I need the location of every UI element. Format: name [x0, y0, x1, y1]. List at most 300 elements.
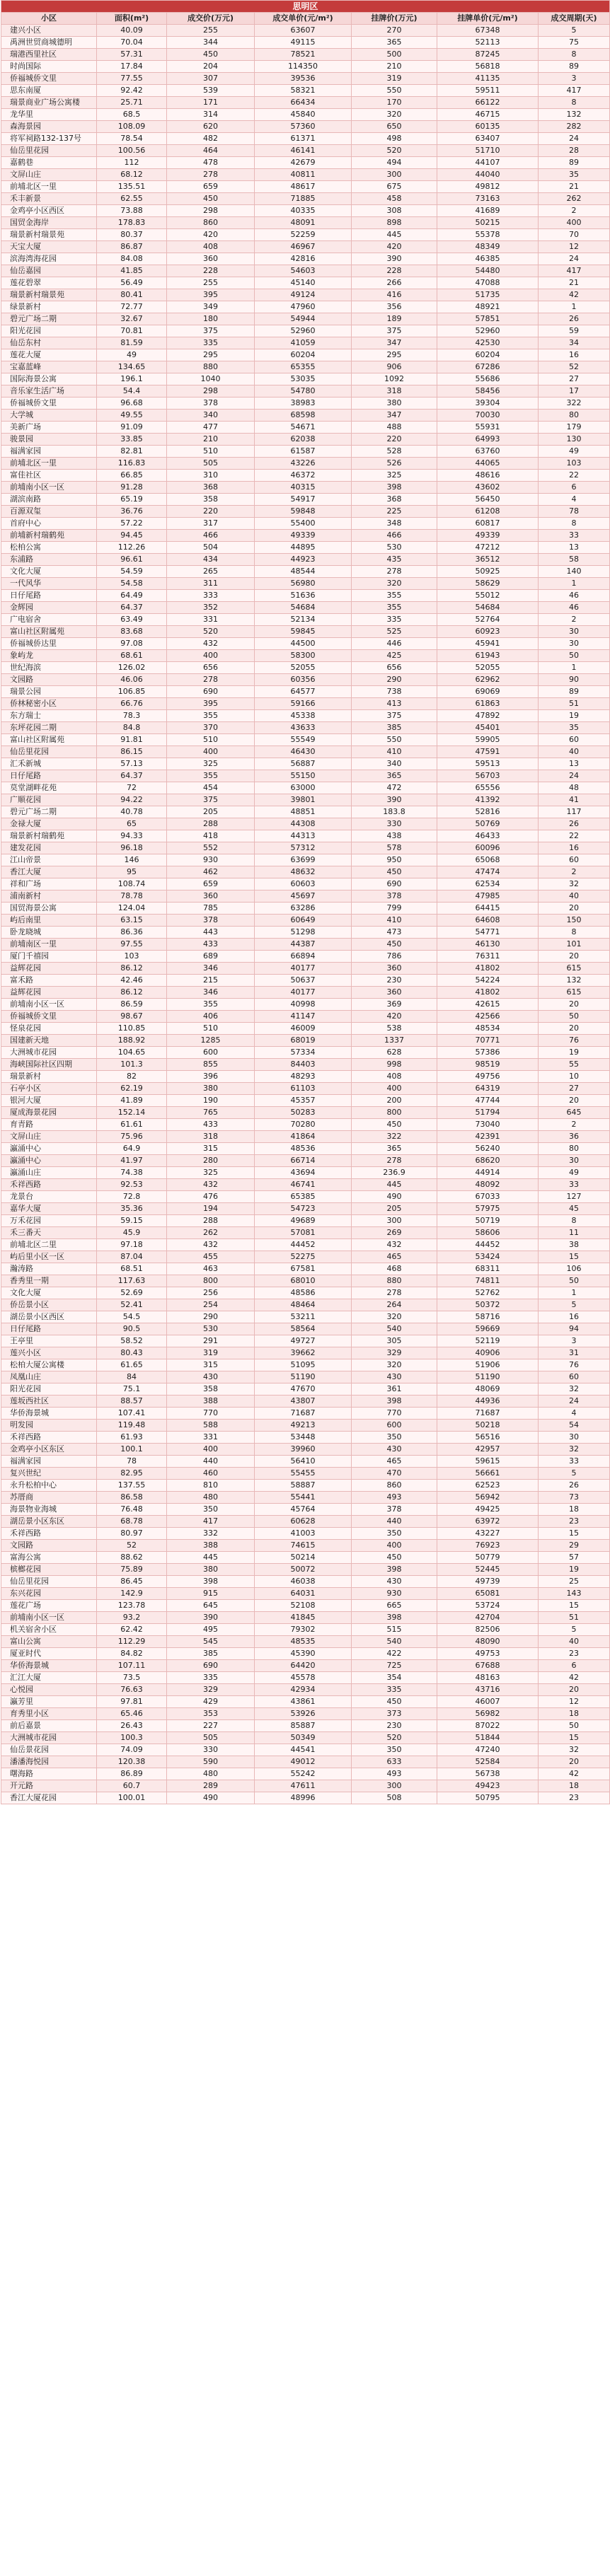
cell-deal-cycle: 1	[539, 1287, 610, 1299]
cell-community: 瑞景新村瑞景苑	[1, 289, 97, 301]
cell-list-unit-price: 58716	[437, 1311, 539, 1323]
cell-list-unit-price: 44107	[437, 157, 539, 169]
cell-area: 61.65	[97, 1359, 167, 1371]
table-row	[1, 373, 610, 385]
cell-area: 49	[97, 349, 167, 361]
cell-deal-cycle: 5	[539, 1624, 610, 1636]
cell-area: 96.68	[97, 398, 167, 410]
cell-deal-unit-price: 40811	[255, 169, 352, 181]
cell-area: 124.04	[97, 903, 167, 915]
cell-community: 龙景台	[1, 1191, 97, 1203]
cell-list-price: 525	[352, 626, 437, 638]
cell-list-unit-price: 44936	[437, 1396, 539, 1408]
cell-community: 卧龙晓城	[1, 927, 97, 939]
cell-list-unit-price: 61208	[437, 506, 539, 518]
cell-list-unit-price: 50372	[437, 1299, 539, 1311]
cell-area: 94.33	[97, 830, 167, 842]
cell-community: 禾祥西路	[1, 1528, 97, 1540]
table-row	[1, 1480, 610, 1492]
cell-list-price: 390	[352, 794, 437, 806]
cell-area: 52	[97, 1540, 167, 1552]
cell-list-unit-price: 42704	[437, 1612, 539, 1624]
cell-deal-cycle: 23	[539, 1648, 610, 1660]
cell-deal-unit-price: 55150	[255, 770, 352, 782]
cell-list-unit-price: 52960	[437, 325, 539, 337]
cell-list-price: 425	[352, 650, 437, 662]
cell-community: 建兴小区	[1, 25, 97, 37]
cell-area: 75.96	[97, 1131, 167, 1143]
cell-deal-price: 645	[167, 1600, 255, 1612]
table-row	[1, 434, 610, 446]
table-row	[1, 337, 610, 349]
cell-deal-price: 344	[167, 37, 255, 49]
cell-deal-cycle: 24	[539, 253, 610, 265]
cell-deal-cycle: 8	[539, 927, 610, 939]
cell-deal-cycle: 23	[539, 1516, 610, 1528]
cell-area: 97.18	[97, 1239, 167, 1251]
cell-list-unit-price: 60096	[437, 842, 539, 854]
cell-area: 46.06	[97, 674, 167, 686]
cell-area: 66.85	[97, 470, 167, 482]
cell-deal-cycle: 19	[539, 710, 610, 722]
cell-deal-unit-price: 54917	[255, 494, 352, 506]
cell-deal-unit-price: 70280	[255, 1119, 352, 1131]
cell-area: 59.15	[97, 1215, 167, 1227]
cell-area: 108.09	[97, 121, 167, 133]
cell-deal-price: 690	[167, 1660, 255, 1672]
cell-list-unit-price: 64319	[437, 1083, 539, 1095]
cell-community: 建发花园	[1, 842, 97, 854]
cell-list-unit-price: 54224	[437, 975, 539, 987]
cell-community: 象屿龙	[1, 650, 97, 662]
table-row	[1, 241, 610, 253]
cell-area: 72.8	[97, 1191, 167, 1203]
cell-deal-price: 346	[167, 987, 255, 999]
table-row	[1, 1672, 610, 1684]
cell-deal-price: 462	[167, 866, 255, 878]
cell-area: 65.19	[97, 494, 167, 506]
table-row	[1, 1335, 610, 1347]
cell-deal-price: 930	[167, 854, 255, 866]
cell-list-price: 373	[352, 1708, 437, 1720]
cell-list-unit-price: 60135	[437, 121, 539, 133]
cell-list-price: 440	[352, 1516, 437, 1528]
cell-deal-price: 915	[167, 1588, 255, 1600]
cell-area: 100.1	[97, 1444, 167, 1456]
cell-list-price: 347	[352, 337, 437, 349]
cell-area: 88.57	[97, 1396, 167, 1408]
cell-deal-price: 355	[167, 770, 255, 782]
cell-deal-price: 432	[167, 1239, 255, 1251]
cell-list-unit-price: 47240	[437, 1744, 539, 1756]
cell-deal-cycle: 12	[539, 241, 610, 253]
cell-area: 75.89	[97, 1564, 167, 1576]
cell-deal-price: 335	[167, 1672, 255, 1684]
table-row	[1, 830, 610, 842]
cell-deal-unit-price: 45140	[255, 277, 352, 289]
cell-list-price: 230	[352, 975, 437, 987]
cell-deal-price: 510	[167, 1023, 255, 1035]
cell-deal-unit-price: 41147	[255, 1011, 352, 1023]
cell-list-unit-price: 42615	[437, 999, 539, 1011]
cell-deal-unit-price: 60603	[255, 878, 352, 890]
table-row	[1, 518, 610, 530]
cell-deal-price: 464	[167, 145, 255, 157]
table-row	[1, 446, 610, 458]
cell-deal-price: 360	[167, 890, 255, 903]
cell-deal-price: 510	[167, 446, 255, 458]
cell-list-unit-price: 73040	[437, 1119, 539, 1131]
table-row	[1, 1624, 610, 1636]
cell-deal-unit-price: 58887	[255, 1480, 352, 1492]
cell-deal-price: 355	[167, 710, 255, 722]
cell-area: 68.12	[97, 169, 167, 181]
cell-list-price: 675	[352, 181, 437, 193]
cell-area: 78	[97, 1456, 167, 1468]
cell-deal-price: 433	[167, 1119, 255, 1131]
table-row	[1, 794, 610, 806]
cell-deal-price: 418	[167, 830, 255, 842]
cell-area: 120.38	[97, 1756, 167, 1768]
cell-list-price: 530	[352, 542, 437, 554]
cell-area: 62.19	[97, 1083, 167, 1095]
cell-community: 日仔尾路	[1, 770, 97, 782]
cell-list-unit-price: 59511	[437, 85, 539, 97]
table-row	[1, 915, 610, 927]
cell-list-price: 189	[352, 313, 437, 325]
cell-deal-price: 307	[167, 73, 255, 85]
cell-list-price: 365	[352, 37, 437, 49]
cell-deal-unit-price: 40335	[255, 205, 352, 217]
cell-deal-unit-price: 52275	[255, 1251, 352, 1263]
cell-deal-cycle: 51	[539, 1612, 610, 1624]
table-row	[1, 854, 610, 866]
cell-list-unit-price: 76311	[437, 951, 539, 963]
cell-deal-price: 314	[167, 109, 255, 121]
cell-list-unit-price: 65556	[437, 782, 539, 794]
cell-deal-price: 659	[167, 181, 255, 193]
cell-deal-price: 406	[167, 1011, 255, 1023]
table-row	[1, 987, 610, 999]
cell-deal-price: 255	[167, 25, 255, 37]
cell-list-price: 322	[352, 1131, 437, 1143]
table-row	[1, 277, 610, 289]
cell-deal-price: 311	[167, 578, 255, 590]
cell-deal-unit-price: 47960	[255, 301, 352, 313]
cell-community: 国贸金海岸	[1, 217, 97, 229]
cell-community: 祥和广场	[1, 878, 97, 890]
cell-deal-unit-price: 66894	[255, 951, 352, 963]
cell-area: 87.04	[97, 1251, 167, 1263]
cell-community: 屿后南里	[1, 915, 97, 927]
cell-community: 富山社区附属苑	[1, 626, 97, 638]
cell-deal-unit-price: 41845	[255, 1612, 352, 1624]
cell-deal-unit-price: 78521	[255, 49, 352, 61]
table-row	[1, 554, 610, 566]
cell-deal-cycle: 127	[539, 1191, 610, 1203]
cell-deal-price: 495	[167, 1624, 255, 1636]
cell-deal-price: 433	[167, 939, 255, 951]
cell-list-price: 355	[352, 602, 437, 614]
cell-area: 68.5	[97, 109, 167, 121]
cell-deal-cycle: 58	[539, 554, 610, 566]
table-row	[1, 1396, 610, 1408]
table-row	[1, 145, 610, 157]
cell-list-price: 266	[352, 277, 437, 289]
cell-list-unit-price: 87245	[437, 49, 539, 61]
cell-deal-unit-price: 49124	[255, 289, 352, 301]
cell-community: 一代风华	[1, 578, 97, 590]
cell-deal-cycle: 24	[539, 770, 610, 782]
cell-deal-unit-price: 48586	[255, 1287, 352, 1299]
cell-deal-unit-price: 61371	[255, 133, 352, 145]
table-row	[1, 542, 610, 554]
cell-deal-cycle: 27	[539, 373, 610, 385]
cell-community: 国贸海景公寓	[1, 903, 97, 915]
table-row	[1, 1227, 610, 1239]
cell-area: 17.84	[97, 61, 167, 73]
cell-list-unit-price: 47474	[437, 866, 539, 878]
cell-deal-price: 539	[167, 85, 255, 97]
cell-deal-unit-price: 64031	[255, 1588, 352, 1600]
cell-deal-unit-price: 60649	[255, 915, 352, 927]
cell-deal-price: 310	[167, 470, 255, 482]
cell-deal-unit-price: 41059	[255, 337, 352, 349]
cell-deal-price: 588	[167, 1420, 255, 1432]
cell-deal-unit-price: 43633	[255, 722, 352, 734]
cell-deal-unit-price: 41003	[255, 1528, 352, 1540]
cell-list-price: 450	[352, 1552, 437, 1564]
cell-area: 196.1	[97, 373, 167, 385]
cell-deal-cycle: 76	[539, 1035, 610, 1047]
cell-deal-price: 390	[167, 1612, 255, 1624]
cell-deal-cycle: 150	[539, 915, 610, 927]
cell-deal-cycle: 25	[539, 1576, 610, 1588]
cell-community: 香秀里一期	[1, 1275, 97, 1287]
cell-list-price: 656	[352, 662, 437, 674]
cell-deal-cycle: 32	[539, 878, 610, 890]
cell-list-unit-price: 55378	[437, 229, 539, 241]
cell-deal-cycle: 78	[539, 506, 610, 518]
cell-deal-price: 330	[167, 1744, 255, 1756]
cell-deal-price: 380	[167, 1083, 255, 1095]
cell-community: 禾三番天	[1, 1227, 97, 1239]
cell-list-unit-price: 49753	[437, 1648, 539, 1660]
cell-community: 侨福城侨文里	[1, 73, 97, 85]
cell-deal-cycle: 54	[539, 1420, 610, 1432]
table-row	[1, 1780, 610, 1792]
cell-area: 82.81	[97, 446, 167, 458]
cell-area: 112.26	[97, 542, 167, 554]
cell-list-price: 450	[352, 866, 437, 878]
table-row	[1, 1564, 610, 1576]
cell-community: 仙岳嘉园	[1, 265, 97, 277]
cell-deal-unit-price: 45357	[255, 1095, 352, 1107]
cell-area: 104.65	[97, 1047, 167, 1059]
cell-deal-unit-price: 42934	[255, 1684, 352, 1696]
table-row	[1, 662, 610, 674]
cell-list-price: 378	[352, 1504, 437, 1516]
table-row	[1, 722, 610, 734]
cell-community: 育青路	[1, 1119, 97, 1131]
cell-area: 65.46	[97, 1708, 167, 1720]
cell-area: 86.36	[97, 927, 167, 939]
cell-list-unit-price: 48163	[437, 1672, 539, 1684]
cell-deal-cycle: 282	[539, 121, 610, 133]
cell-community: 莲兴小区	[1, 1347, 97, 1359]
cell-list-price: 348	[352, 518, 437, 530]
cell-deal-price: 378	[167, 915, 255, 927]
table-body	[1, 25, 610, 1804]
cell-deal-price: 352	[167, 602, 255, 614]
cell-list-unit-price: 44065	[437, 458, 539, 470]
cell-list-unit-price: 63972	[437, 1516, 539, 1528]
cell-list-price: 398	[352, 1396, 437, 1408]
cell-list-price: 270	[352, 25, 437, 37]
cell-area: 78.78	[97, 890, 167, 903]
cell-area: 76.63	[97, 1684, 167, 1696]
table-row	[1, 1251, 610, 1263]
cell-list-unit-price: 61943	[437, 650, 539, 662]
cell-deal-unit-price: 48996	[255, 1792, 352, 1804]
cell-area: 52.41	[97, 1299, 167, 1311]
cell-area: 68.61	[97, 650, 167, 662]
cell-deal-cycle: 26	[539, 818, 610, 830]
cell-area: 63.49	[97, 614, 167, 626]
cell-deal-price: 194	[167, 1203, 255, 1215]
cell-deal-cycle: 49	[539, 446, 610, 458]
table-row	[1, 1660, 610, 1672]
table-row	[1, 169, 610, 181]
cell-area: 52.69	[97, 1287, 167, 1299]
cell-area: 26.43	[97, 1720, 167, 1732]
table-row	[1, 422, 610, 434]
cell-deal-unit-price: 49727	[255, 1335, 352, 1347]
cell-deal-cycle: 2	[539, 614, 610, 626]
cell-community: 碧元广场二期	[1, 806, 97, 818]
table-row	[1, 890, 610, 903]
cell-list-price: 335	[352, 1684, 437, 1696]
cell-list-price: 432	[352, 1239, 437, 1251]
table-row	[1, 398, 610, 410]
table-row	[1, 1011, 610, 1023]
cell-list-unit-price: 49739	[437, 1576, 539, 1588]
cell-list-price: 335	[352, 614, 437, 626]
cell-list-unit-price: 68620	[437, 1155, 539, 1167]
cell-deal-cycle: 8	[539, 1215, 610, 1227]
table-row	[1, 1299, 610, 1311]
cell-deal-unit-price: 67581	[255, 1263, 352, 1275]
cell-area: 86.12	[97, 987, 167, 999]
cell-deal-price: 434	[167, 554, 255, 566]
cell-deal-unit-price: 79302	[255, 1624, 352, 1636]
cell-community: 日仔尾路	[1, 1323, 97, 1335]
cell-deal-unit-price: 56410	[255, 1456, 352, 1468]
cell-deal-price: 315	[167, 1359, 255, 1371]
cell-list-price: 200	[352, 1095, 437, 1107]
cell-deal-cycle: 322	[539, 398, 610, 410]
cell-community: 仙岳景花园	[1, 1744, 97, 1756]
cell-deal-unit-price: 46741	[255, 1179, 352, 1191]
cell-deal-cycle: 30	[539, 1432, 610, 1444]
cell-deal-cycle: 34	[539, 337, 610, 349]
cell-deal-cycle: 1	[539, 578, 610, 590]
cell-list-unit-price: 71687	[437, 1408, 539, 1420]
cell-list-price: 450	[352, 1119, 437, 1131]
column-header-row	[1, 13, 610, 25]
cell-deal-cycle: 262	[539, 193, 610, 205]
cell-list-unit-price: 60204	[437, 349, 539, 361]
cell-deal-unit-price: 114350	[255, 61, 352, 73]
table-row	[1, 301, 610, 313]
cell-deal-unit-price: 53211	[255, 1311, 352, 1323]
cell-deal-cycle: 20	[539, 1756, 610, 1768]
table-row	[1, 1516, 610, 1528]
cell-deal-cycle: 75	[539, 37, 610, 49]
cell-deal-cycle: 24	[539, 1396, 610, 1408]
cell-area: 74.38	[97, 1167, 167, 1179]
cell-deal-unit-price: 68010	[255, 1275, 352, 1287]
table-row	[1, 1059, 610, 1071]
table-row	[1, 1143, 610, 1155]
cell-area: 57.13	[97, 758, 167, 770]
cell-deal-cycle: 6	[539, 1660, 610, 1672]
cell-community: 江山帝景	[1, 854, 97, 866]
table-row	[1, 1023, 610, 1035]
cell-community: 机关宿舍小区	[1, 1624, 97, 1636]
cell-deal-cycle: 59	[539, 325, 610, 337]
cell-deal-price: 220	[167, 506, 255, 518]
cell-deal-price: 204	[167, 61, 255, 73]
cell-deal-cycle: 50	[539, 1275, 610, 1287]
cell-deal-cycle: 38	[539, 1239, 610, 1251]
table-row	[1, 1167, 610, 1179]
cell-community: 富海公寓	[1, 1552, 97, 1564]
cell-area: 40.09	[97, 25, 167, 37]
cell-deal-cycle: 16	[539, 1311, 610, 1323]
table-row	[1, 1732, 610, 1744]
cell-deal-unit-price: 56980	[255, 578, 352, 590]
cell-community: 大洲城市花园	[1, 1047, 97, 1059]
cell-deal-cycle: 20	[539, 903, 610, 915]
cell-area: 90.5	[97, 1323, 167, 1335]
cell-deal-price: 227	[167, 1720, 255, 1732]
cell-deal-price: 429	[167, 1696, 255, 1708]
cell-list-unit-price: 58456	[437, 385, 539, 398]
cell-deal-unit-price: 74615	[255, 1540, 352, 1552]
cell-deal-cycle: 55	[539, 1059, 610, 1071]
cell-deal-unit-price: 52108	[255, 1600, 352, 1612]
table-row	[1, 878, 610, 890]
cell-list-unit-price: 41392	[437, 794, 539, 806]
cell-list-price: 360	[352, 963, 437, 975]
cell-deal-unit-price: 44452	[255, 1239, 352, 1251]
cell-list-price: 468	[352, 1263, 437, 1275]
cell-deal-unit-price: 55441	[255, 1492, 352, 1504]
cell-list-unit-price: 45941	[437, 638, 539, 650]
cell-list-price: 550	[352, 85, 437, 97]
cell-list-price: 375	[352, 710, 437, 722]
cell-deal-unit-price: 49689	[255, 1215, 352, 1227]
cell-list-unit-price: 52055	[437, 662, 539, 674]
cell-community: 永升松柏中心	[1, 1480, 97, 1492]
cell-deal-price: 810	[167, 1480, 255, 1492]
cell-community: 万禾花园	[1, 1215, 97, 1227]
cell-list-price: 368	[352, 494, 437, 506]
table-row	[1, 289, 610, 301]
table-row	[1, 939, 610, 951]
cell-community: 莲坂西社区	[1, 1396, 97, 1408]
